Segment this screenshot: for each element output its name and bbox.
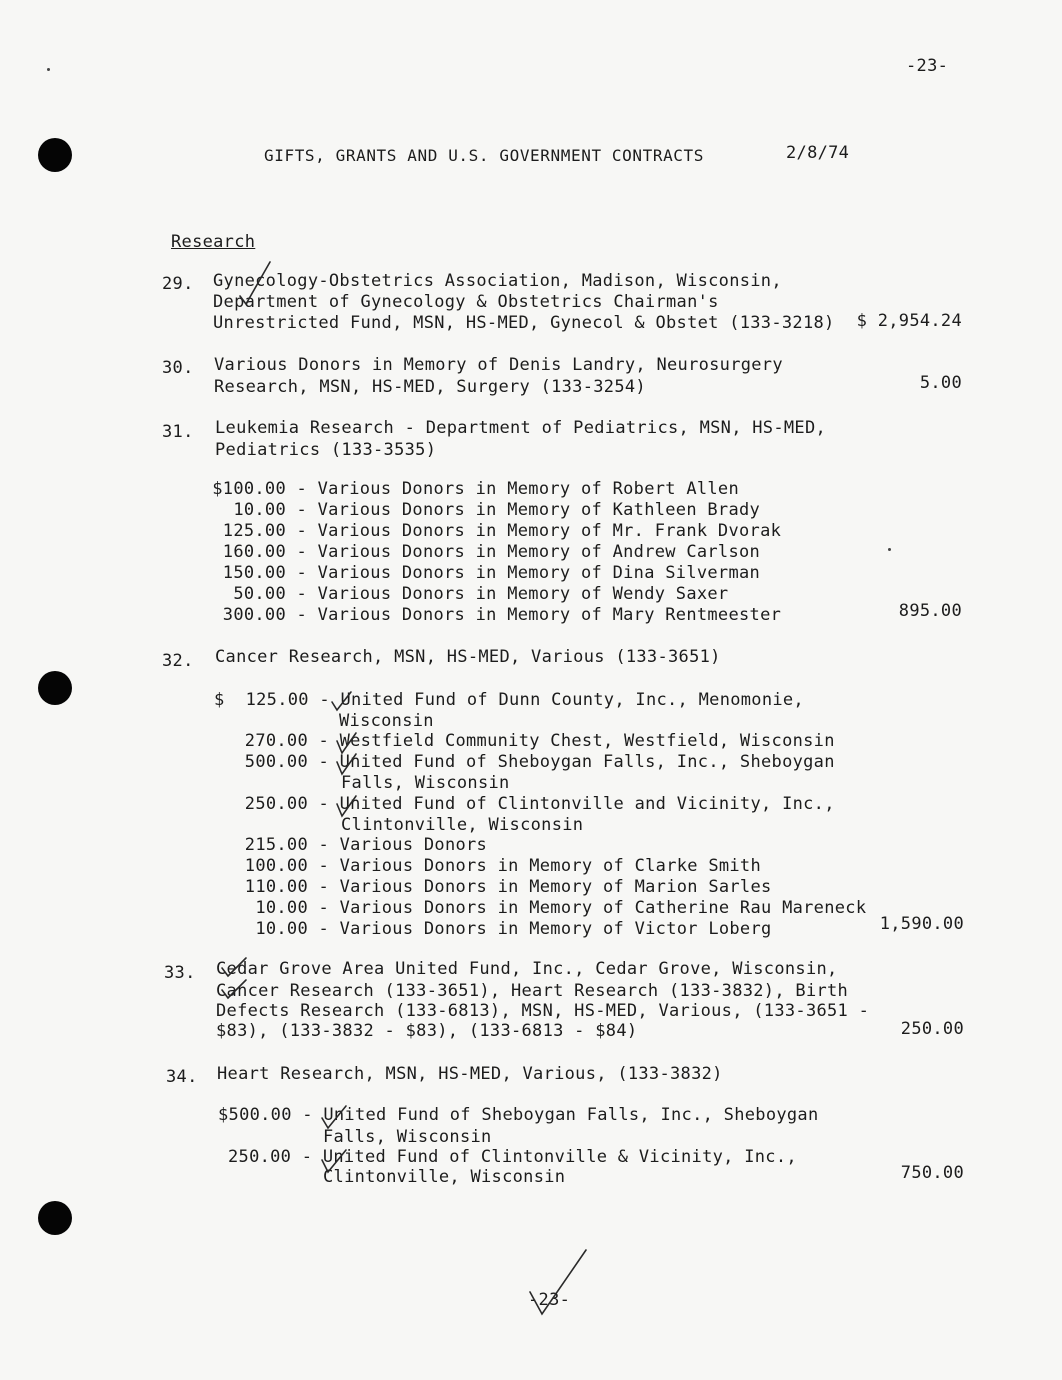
document-date: 2/8/74 bbox=[786, 143, 850, 163]
sub-item-text: United Fund of Sheboygan Falls, Inc., Sheboygan bbox=[339, 752, 835, 772]
sub-item-text: United Fund of Clintonville and Vicinity, Inc., bbox=[339, 794, 835, 814]
sub-item-continuation: Wisconsin bbox=[339, 711, 434, 731]
entry-amount: 5.00 bbox=[919, 373, 962, 393]
entry-line: Cancer Research, MSN, HS-MED, Various (133-3651) bbox=[215, 647, 721, 667]
sub-item: 110.00 - Various Donors in Memory of Marion Sarles bbox=[216, 877, 772, 898]
entry-line: Cancer Research (133-3651), Heart Research (133-3832), Birth bbox=[216, 981, 849, 1001]
sub-item: 150.00 - Various Donors in Memory of Dina Silverman bbox=[194, 563, 760, 584]
sub-item-amount: 300.00 bbox=[222, 605, 286, 625]
sub-item: 250.00 - United Fund of Clintonville & Vicinity, Inc., bbox=[228, 1147, 797, 1167]
sub-item: 270.00 - Westfield Community Chest, Westfield, Wisconsin bbox=[216, 731, 835, 752]
sub-item-amount: 10.00 bbox=[233, 500, 286, 520]
sub-item-text: Various Donors in Memory of Clarke Smith bbox=[339, 856, 762, 876]
sub-item-amount: 110.00 bbox=[244, 877, 308, 897]
sub-item-amount: 10.00 bbox=[255, 919, 308, 939]
sub-item-amount: 125.00 bbox=[222, 521, 286, 541]
scan-speck bbox=[888, 548, 891, 551]
entry-line: $83), (133-3832 - $83), (133-6813 - $84) bbox=[216, 1021, 638, 1041]
sub-item: 10.00 - Various Donors in Memory of Victor Loberg bbox=[216, 919, 772, 940]
sub-item-amount: $100.00 bbox=[212, 479, 286, 499]
entry-number: 33. bbox=[164, 963, 196, 983]
sub-item-text: Various Donors in Memory of Mary Rentmeester bbox=[317, 605, 782, 625]
sub-item-amount: 500.00 bbox=[244, 752, 308, 772]
section-heading: Research bbox=[171, 232, 256, 252]
sub-item-amount: 250.00 bbox=[244, 794, 308, 814]
sub-item-amount: $ 125.00 bbox=[214, 690, 309, 710]
page-number-top: -23- bbox=[906, 56, 949, 76]
sub-item-amount: 160.00 bbox=[222, 542, 286, 562]
sub-item-text: Various Donors in Memory of Victor Loberg bbox=[339, 919, 772, 939]
entry-amount: $ 2,954.24 bbox=[856, 311, 962, 331]
punch-hole bbox=[38, 138, 72, 172]
sub-item-amount: 250.00 bbox=[228, 1147, 292, 1167]
sub-item-continuation: Falls, Wisconsin bbox=[341, 773, 510, 793]
entry-line: Unrestricted Fund, MSN, HS-MED, Gynecol & Obstet (133-3218) bbox=[213, 313, 835, 333]
sub-item-text: Various Donors bbox=[339, 835, 488, 855]
entry-amount: 250.00 bbox=[900, 1019, 964, 1039]
entry-line: Department of Gynecology & Obstetrics Chairman's bbox=[213, 292, 719, 312]
sub-item-text: Various Donors in Memory of Marion Sarles bbox=[339, 877, 772, 897]
entry-line: Pediatrics (133-3535) bbox=[215, 440, 437, 460]
sub-item-amount: 50.00 bbox=[233, 584, 286, 604]
punch-hole bbox=[38, 671, 72, 705]
sub-item-amount: 100.00 bbox=[244, 856, 308, 876]
entry-line: Heart Research, MSN, HS-MED, Various, (133-3832) bbox=[217, 1064, 723, 1084]
sub-item: 100.00 - Various Donors in Memory of Clarke Smith bbox=[216, 856, 761, 877]
sub-item-text: Various Donors in Memory of Catherine Rau Mareneck bbox=[339, 898, 867, 918]
sub-item: 300.00 - Various Donors in Memory of Mary Rentmeester bbox=[194, 605, 781, 626]
entry-number: 30. bbox=[162, 358, 194, 378]
entry-amount: 895.00 bbox=[898, 601, 962, 621]
sub-item-amount: 215.00 bbox=[244, 835, 308, 855]
sub-item-amount: 10.00 bbox=[255, 898, 308, 918]
entry-number: 29. bbox=[162, 274, 194, 294]
sub-item-text: Various Donors in Memory of Robert Allen bbox=[317, 479, 740, 499]
sub-item-text: Various Donors in Memory of Andrew Carlson bbox=[317, 542, 761, 562]
entry-line: Leukemia Research - Department of Pediatrics, MSN, HS-MED, bbox=[215, 418, 827, 438]
entry-line: Cedar Grove Area United Fund, Inc., Cedar Grove, Wisconsin, bbox=[216, 959, 838, 979]
sub-item-text: Various Donors in Memory of Kathleen Brady bbox=[317, 500, 761, 520]
sub-item-amount: 270.00 bbox=[244, 731, 308, 751]
entry-number: 32. bbox=[162, 651, 194, 671]
sub-item-text: Various Donors in Memory of Wendy Saxer bbox=[317, 584, 729, 604]
sub-item: 125.00 - Various Donors in Memory of Mr. Frank Dvorak bbox=[194, 521, 781, 542]
punch-hole bbox=[38, 1201, 72, 1235]
sub-item-continuation: Clintonville, Wisconsin bbox=[323, 1167, 566, 1187]
entry-line: Research, MSN, HS-MED, Surgery (133-3254) bbox=[214, 377, 646, 397]
sub-item: 160.00 - Various Donors in Memory of Andrew Carlson bbox=[194, 542, 760, 563]
entry-amount: 1,590.00 bbox=[879, 914, 964, 934]
entry-amount: 750.00 bbox=[900, 1163, 964, 1183]
sub-item-text: United Fund of Clintonville & Vicinity, Inc., bbox=[322, 1147, 797, 1167]
page-number-bottom: -23- bbox=[528, 1290, 571, 1310]
sub-item: 10.00 - Various Donors in Memory of Catherine Rau Mareneck bbox=[216, 898, 866, 919]
sub-item-text: United Fund of Sheboygan Falls, Inc., Sheboygan bbox=[323, 1105, 819, 1125]
sub-item: 215.00 - Various Donors bbox=[216, 835, 487, 856]
entry-line: Various Donors in Memory of Denis Landry, Neurosurgery bbox=[214, 355, 783, 375]
sub-item-amount: 150.00 bbox=[222, 563, 286, 583]
sub-item: 250.00 - United Fund of Clintonville and Vicinity, Inc., bbox=[216, 794, 835, 815]
sub-item-text: United Fund of Dunn County, Inc., Menomonie, bbox=[340, 690, 804, 710]
sub-item-text: Various Donors in Memory of Dina Silverman bbox=[317, 563, 761, 583]
entry-line: Gynecology-Obstetrics Association, Madison, Wisconsin, bbox=[213, 271, 782, 291]
scan-speck bbox=[47, 68, 50, 71]
sub-item: $100.00 - Various Donors in Memory of Robert Allen bbox=[194, 479, 739, 500]
sub-item: 500.00 - United Fund of Sheboygan Falls, Inc., Sheboygan bbox=[216, 752, 835, 773]
entry-number: 34. bbox=[166, 1067, 198, 1087]
entry-line: Defects Research (133-6813), MSN, HS-MED, Various, (133-3651 - bbox=[216, 1001, 870, 1021]
sub-item-text: Various Donors in Memory of Mr. Frank Dvorak bbox=[317, 521, 782, 541]
sub-item-continuation: Clintonville, Wisconsin bbox=[341, 815, 584, 835]
entry-number: 31. bbox=[162, 422, 194, 442]
sub-item: $500.00 - United Fund of Sheboygan Falls, Inc., Sheboygan bbox=[218, 1105, 819, 1125]
sub-item-text: Westfield Community Chest, Westfield, Wisconsin bbox=[339, 731, 835, 751]
sub-item: 10.00 - Various Donors in Memory of Kathleen Brady bbox=[194, 500, 760, 521]
page-title: GIFTS, GRANTS AND U.S. GOVERNMENT CONTRACTS bbox=[264, 146, 705, 165]
sub-item-amount: $500.00 bbox=[218, 1105, 292, 1125]
sub-item: 50.00 - Various Donors in Memory of Wendy Saxer bbox=[194, 584, 728, 605]
sub-item: $ 125.00 - United Fund of Dunn County, Inc., Menomonie, bbox=[214, 690, 804, 710]
sub-item-continuation: Falls, Wisconsin bbox=[323, 1127, 492, 1147]
